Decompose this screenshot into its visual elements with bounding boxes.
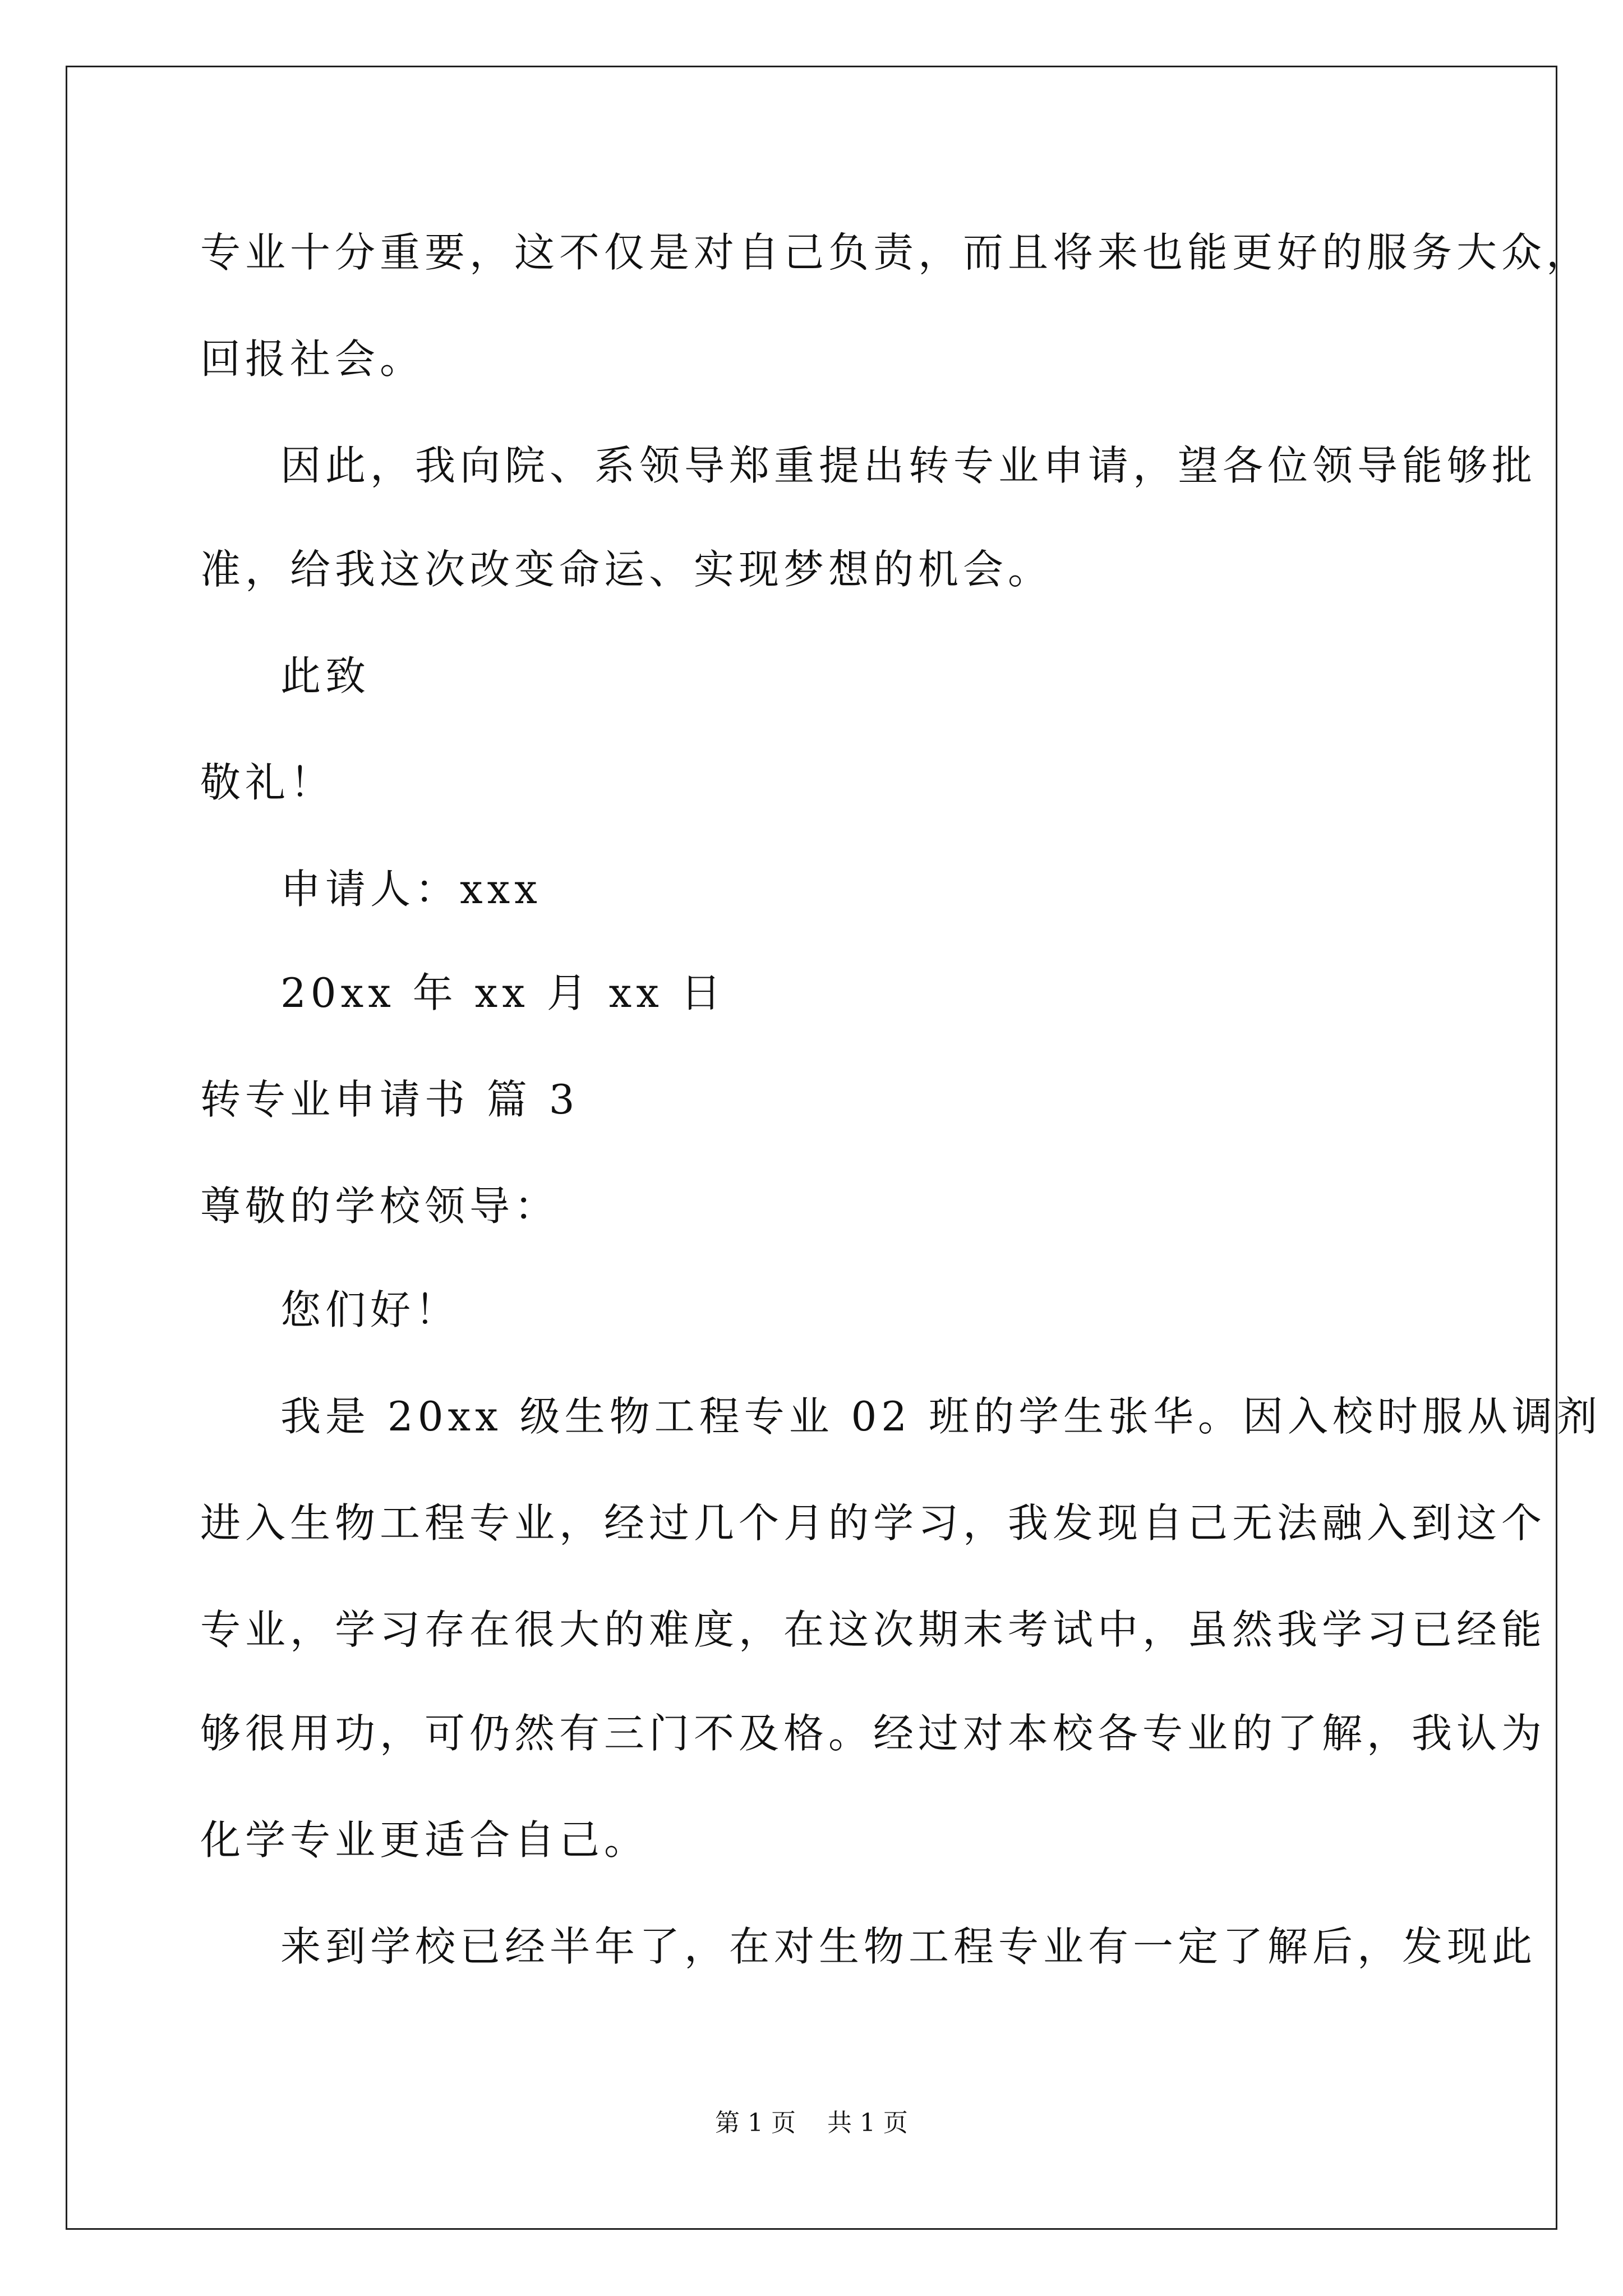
greeting-line: 尊敬的学校领导： bbox=[200, 1182, 560, 1230]
body-text-line: 化学专业更适合自己。 bbox=[200, 1816, 649, 1864]
body-text-line: 进入生物工程专业，经过几个月的学习，我发现自己无法融入到这个 bbox=[200, 1499, 1547, 1547]
body-text-line: 够很用功，可仍然有三门不及格。经过对本校各专业的了解，我认为 bbox=[200, 1710, 1547, 1757]
body-text-line: 我是 20xx 级生物工程专业 02 班的学生张华。因入校时服从调剂 bbox=[280, 1393, 1602, 1440]
date-line: 20xx 年 xx 月 xx 日 bbox=[280, 969, 726, 1016]
body-text-line: 准，给我这次改变命运、实现梦想的机会。 bbox=[200, 546, 1053, 593]
section-heading: 转专业申请书 篇 3 bbox=[200, 1076, 579, 1123]
body-text-line: 专业十分重要，这不仅是对自己负责，而且将来也能更好的服务大众， bbox=[200, 229, 1592, 276]
applicant-signature: 申请人：xxx bbox=[280, 866, 542, 913]
body-text-line: 回报社会。 bbox=[200, 335, 425, 383]
body-text-line: 专业，学习存在很大的难度，在这次期末考试中，虽然我学习已经能 bbox=[200, 1606, 1547, 1653]
closing-salutation: 此致 bbox=[280, 652, 371, 700]
body-text-line: 来到学校已经半年了，在对生物工程专业有一定了解后，发现此 bbox=[280, 1923, 1537, 1970]
page-number-footer: 第 1 页 共 1 页 bbox=[715, 2109, 908, 2137]
body-text-line: 因此，我向院、系领导郑重提出转专业申请，望各位领导能够批 bbox=[280, 442, 1537, 489]
page-border bbox=[66, 66, 1557, 2230]
greeting-line: 您们好！ bbox=[280, 1286, 460, 1333]
closing-regards: 敬礼！ bbox=[200, 759, 335, 806]
